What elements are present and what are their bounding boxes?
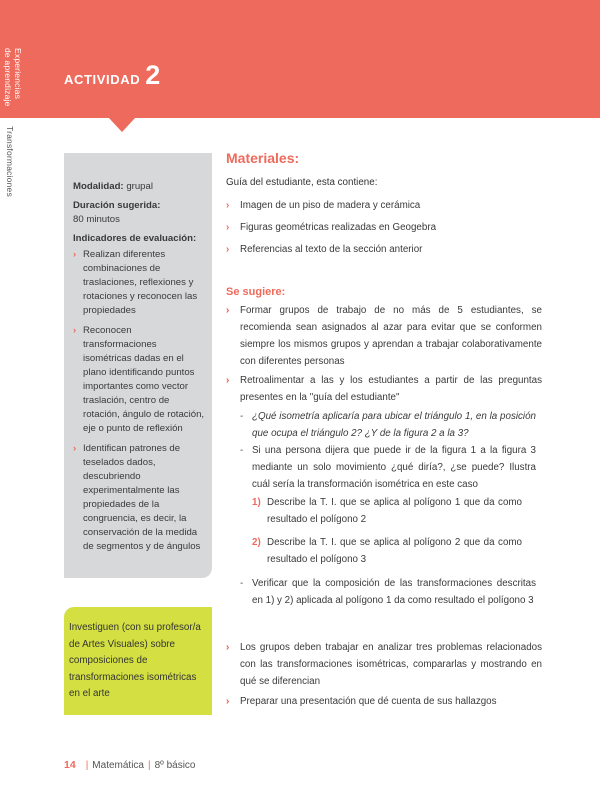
- dash-marker: -: [240, 411, 244, 422]
- modalidad-label: Modalidad:: [73, 181, 124, 192]
- indicador-item: › Realizan diferentes combinaciones de traslaciones, reflexiones y rotaciones y reconocen las propiedades: [73, 248, 205, 318]
- footer-subject: Matemática: [92, 760, 144, 771]
- indicadores-list: [73, 248, 205, 554]
- sub-question-text: Si una persona dijera que puede ir de la figura 1 a la figura 3 mediante un solo movimiento ¿qué diría?, ¿se puede? Ilustra cuál sería la transformación isométrica en este caso: [252, 445, 536, 490]
- duracion-line: [73, 199, 205, 227]
- bullet-arrow-icon: › ›: [226, 696, 230, 707]
- banner-notch: [108, 117, 136, 132]
- sub-question: [240, 575, 536, 609]
- sub-question: [240, 408, 536, 442]
- bullet-arrow-icon: › ›: [226, 642, 230, 653]
- side-label-line1: Experiencias: [13, 48, 23, 100]
- dash-marker: -: [240, 445, 244, 456]
- material-item: › Referencias al texto de la sección anterior: [226, 244, 436, 256]
- suggestion-text: Los grupos deben trabajar en analizar tres problemas relacionados con las transformaciones isométricas, compararlas y mostrando en qué se diferencian: [240, 642, 542, 687]
- indicador-item: › Identifican patrones de teselados dados, descubriendo experimentalmente las propiedades de la congruencia, es decir, la conservación de la medida de segmentos y de ángulos: [73, 442, 205, 554]
- suggestion-item: [226, 302, 542, 370]
- bullet-arrow-icon: › ›: [226, 375, 230, 386]
- header-banner: [0, 0, 600, 118]
- page-footer: [64, 759, 196, 771]
- numbered-item-text: Describe la T. I. que se aplica al polígono 1 que da como resultado el polígono 2: [267, 497, 522, 525]
- materials-heading: Materiales:: [226, 150, 300, 166]
- number-marker: 1): [252, 497, 261, 508]
- suggestion-text: Formar grupos de trabajo de no más de 5 estudiantes, se recomienda sean asignados al azar para evitar que se conformen siempre los mismos grupos y aprendan a trabajar colaborativamente con diferentes personas: [240, 305, 542, 367]
- guide-intro: Guía del estudiante, esta contiene:: [226, 177, 378, 188]
- suggestion-item: [226, 372, 542, 406]
- number-marker: 2): [252, 537, 261, 548]
- sub-question-text: Verificar que la composición de las transformaciones descritas en 1) y 2) aplicada al polígono 1 da como resultado el polígono 3: [252, 578, 536, 606]
- page-number: 14: [64, 759, 76, 771]
- footer-separator: |: [85, 760, 89, 771]
- numbered-item-2: [252, 534, 522, 568]
- material-item: › Figuras geométricas realizadas en Geogebra: [226, 222, 436, 234]
- suggestions-heading: Se sugiere:: [226, 286, 286, 298]
- dash-marker: -: [240, 578, 244, 589]
- material-item: › Imagen de un piso de madera y cerámica: [226, 200, 436, 212]
- suggestion-item: [226, 693, 542, 710]
- bullet-arrow-icon: › ›: [226, 305, 230, 316]
- duracion-label: Duración sugerida:: [73, 200, 161, 211]
- side-section-label: [3, 48, 23, 107]
- callout-text: Investiguen (con su profesor/a de Artes Visuales) sobre composiciones de transformaciones isométricas en el arte: [69, 622, 201, 699]
- numbered-item-text: Describe la T. I. que se aplica al polígono 2 que da como resultado el polígono 3: [267, 537, 522, 565]
- modalidad-value: grupal: [126, 181, 153, 192]
- activity-info-panel: [64, 153, 212, 578]
- footer-separator: |: [147, 760, 151, 771]
- sub-question-text: ¿Qué isometría aplicaría para ubicar el triángulo 1, en la posición que ocupa el triángulo 2? ¿Y de la figura 2 a la 3?: [252, 411, 536, 439]
- indicador-item: › Reconocen transformaciones isométricas dadas en el plano identificando puntos importantes como vector traslación, centro de rotación, ángulo de rotación, eje o punto de reflexión: [73, 324, 205, 436]
- indicadores-label: Indicadores de evaluación:: [73, 233, 197, 244]
- side-label-line2: de aprendizaje: [3, 48, 13, 107]
- footer-grade: 8º básico: [154, 760, 196, 771]
- materials-list: [226, 200, 436, 266]
- modalidad-line: [73, 180, 205, 194]
- duracion-value: 80 minutos: [73, 214, 120, 225]
- suggestion-text: Preparar una presentación que dé cuenta de sus hallazgos: [240, 696, 497, 707]
- numbered-item-1: [252, 494, 522, 528]
- sub-question: [240, 442, 536, 493]
- activity-number: 2: [145, 60, 161, 90]
- research-callout: [64, 607, 212, 715]
- suggestion-item: [226, 639, 542, 690]
- suggestion-text: Retroalimentar a las y los estudiantes a partir de las preguntas presentes en la "guía del estudiante": [240, 375, 542, 403]
- activity-title: [64, 60, 160, 91]
- side-topic-label: Transformaciones: [5, 126, 15, 197]
- activity-word: ACTIVIDAD: [64, 72, 141, 87]
